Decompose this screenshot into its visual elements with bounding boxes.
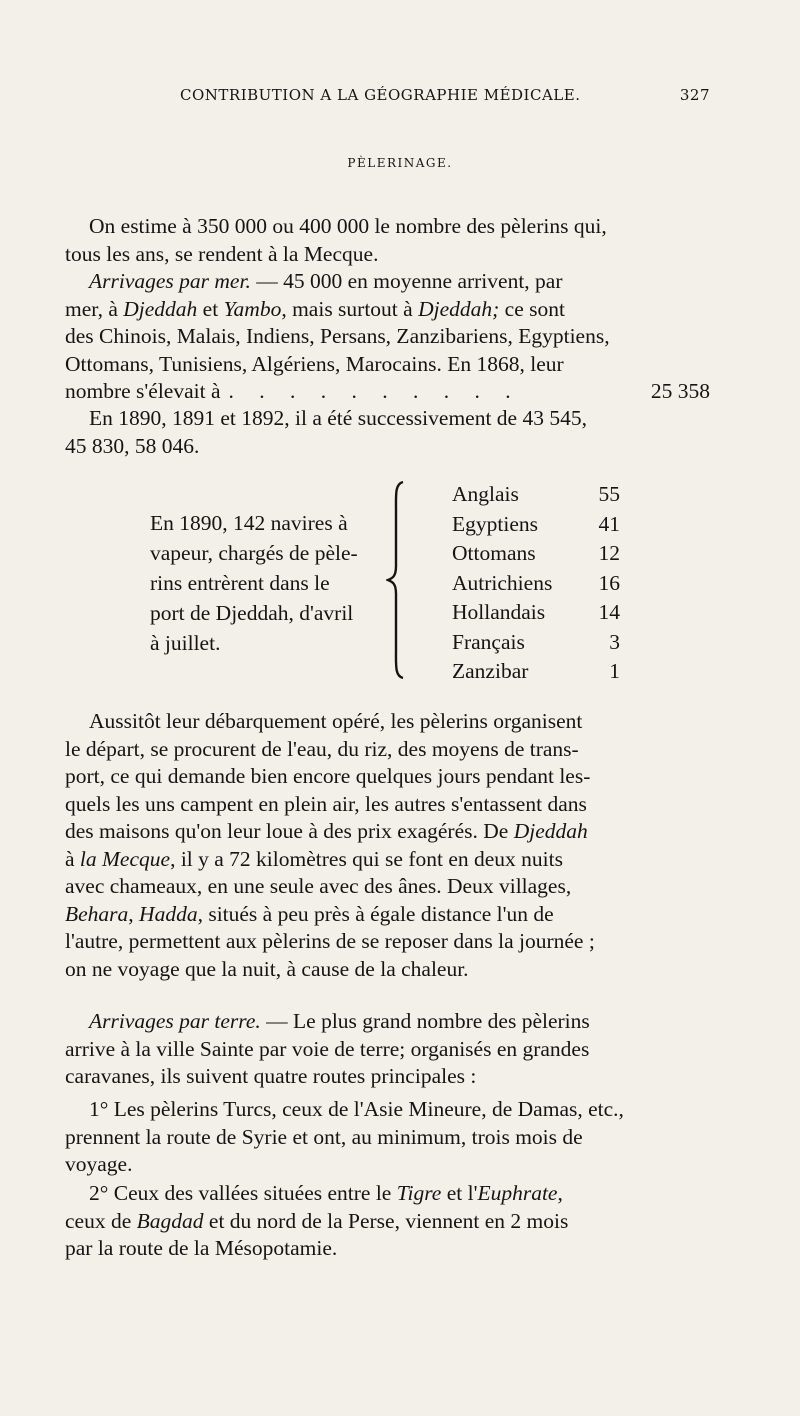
ship-count: 16 [598,570,620,595]
text-line: 45 830, 58 046. [65,433,200,458]
place-name: Behara [65,901,129,926]
paragraph-3 [65,405,710,460]
place-name: Djeddah; [418,296,500,321]
text-line: des Chinois, Malais, Indiens, Persans, Zanzibariens, Egyptiens, [65,324,610,348]
ship-count: 1 [609,659,620,683]
caption-line: rins entrèrent dans le [150,571,330,595]
ship-row [452,569,620,599]
text-line: En 1890, 1891 et 1892, il a été successivement de 43 545, [89,406,587,430]
ship-row [452,480,620,510]
text-span: , [557,1181,563,1205]
text-span: et [197,296,224,321]
nation-name: Français [452,629,525,654]
text-line: par la route de la Mésopotamie. [65,1236,338,1260]
text-span: On estime à 350 000 ou 400 000 le nombre des pèlerins qui, [89,214,607,238]
text-line-dotted [65,378,710,406]
place-name: Hadda [139,901,198,926]
text-line [65,818,710,846]
place-name: Djeddah [123,296,198,321]
text-span: , situés à peu près à égale distance l'un de [197,901,554,926]
text-line: voyage. [65,1152,133,1176]
text-line [65,901,710,929]
text-line: 1° Les pèlerins Turcs, ceux de l'Asie Mineure, de Damas, etc., [89,1097,624,1121]
text-span: 2° Ceux des vallées situées entre le [89,1181,397,1205]
ship-count: 12 [598,541,620,565]
place-name: la Mecque [79,846,171,871]
text-span: , [128,901,140,926]
subheading-sea: Arrivages par mer. [89,269,251,293]
ships-table [150,480,630,683]
text-span: à [65,846,80,871]
text-line: prennent la route de Syrie et ont, au minimum, trois mois de [65,1124,583,1149]
text-line: on ne voyage que la nuit, à cause de la chaleur. [65,956,469,981]
text-line: port, ce qui demande bien encore quelques jours pendant les- [65,764,591,788]
ships-caption [150,508,390,658]
ship-count: 55 [598,482,620,506]
text-span: , il y a 72 kilomètres qui se font en deux nuits [170,846,563,871]
text-line: arrive à la ville Sainte par voie de terre; organisés en grandes [65,1036,590,1061]
ship-count: 41 [598,511,620,536]
text-line [65,1208,710,1236]
text-line [65,296,710,324]
nation-name: Anglais [452,482,519,506]
text-line [65,213,710,241]
page-number: 327 [679,86,710,104]
paragraph-2 [65,268,710,406]
text-line: caravanes, ils suivent quatre routes principales : [65,1064,477,1088]
caption-line: port de Djeddah, d'avril [150,601,354,625]
running-title: CONTRIBUTION A LA GÉOGRAPHIE MÉDICALE. [180,86,581,104]
place-name: Yambo [223,296,282,321]
paragraph-7 [65,1180,710,1263]
text-span: — Le plus grand nombre des pèlerins [260,1009,590,1033]
paragraph-6 [65,1096,710,1179]
text-line: Aussitôt leur débarquement opéré, les pèlerins organisent [89,709,583,733]
place-name: Bagdad [136,1208,204,1233]
text-line: avec chameaux, en une seule avec des ânes. Deux villages, [65,874,572,898]
ship-count: 3 [609,629,620,654]
subheading-land: Arrivages par terre. [89,1009,261,1033]
text-span: ceux de [65,1208,137,1233]
count-value: 25 358 [650,379,710,403]
text-line [65,1180,710,1208]
text-span: des maisons qu'on leur loue à des prix exagérés. De [65,819,514,843]
text-line: le départ, se procurent de l'eau, du riz, des moyens de trans- [65,736,579,761]
brace-icon [386,480,406,680]
paragraph-1 [65,213,710,268]
ship-row [452,657,620,687]
leader-dots: . . . . . . . . . . [228,379,521,403]
paragraph-4 [65,708,710,983]
text-span: — 45 000 en moyenne arrivent, par [250,269,563,293]
text-span: , mais surtout à [281,296,419,321]
text-line: tous les ans, se rendent à la Mecque. [65,241,379,266]
ship-row [452,510,620,540]
place-name: Euphrate [477,1181,558,1205]
text-span: nombre s'élevait à [65,379,221,403]
text-span: et du nord de la Perse, viennent en 2 mois [203,1208,569,1233]
text-line: l'autre, permettent aux pèlerins de se reposer dans la journée ; [65,929,595,953]
caption-line: à juillet. [150,631,221,655]
caption-line: vapeur, chargés de pèle- [150,541,358,565]
text-line: quels les uns campent en plein air, les autres s'entassent dans [65,791,587,816]
section-title: PÈLERINAGE. [347,156,453,170]
text-line [65,1008,710,1036]
paragraph-5 [65,1008,710,1091]
place-name: Djeddah [513,819,588,843]
text-span: ce sont [499,296,565,321]
ship-count: 14 [598,600,620,624]
text-line [65,846,710,874]
nation-name: Zanzibar [452,659,529,683]
text-span: mer, à [65,296,124,321]
place-name: Tigre [396,1181,442,1205]
text-line: Ottomans, Tunisiens, Algériens, Marocains. En 1868, leur [65,351,564,376]
nation-name: Autrichiens [452,570,553,595]
nation-name: Ottomans [452,541,536,565]
text-span: et l' [441,1181,478,1205]
text-line [65,268,710,296]
nation-name: Egyptiens [452,511,538,536]
ship-row [452,628,620,658]
ship-row [452,598,620,628]
nation-name: Hollandais [452,600,546,624]
caption-line: En 1890, 142 navires à [150,511,348,535]
ship-row [452,539,620,569]
ship-list [452,480,620,687]
